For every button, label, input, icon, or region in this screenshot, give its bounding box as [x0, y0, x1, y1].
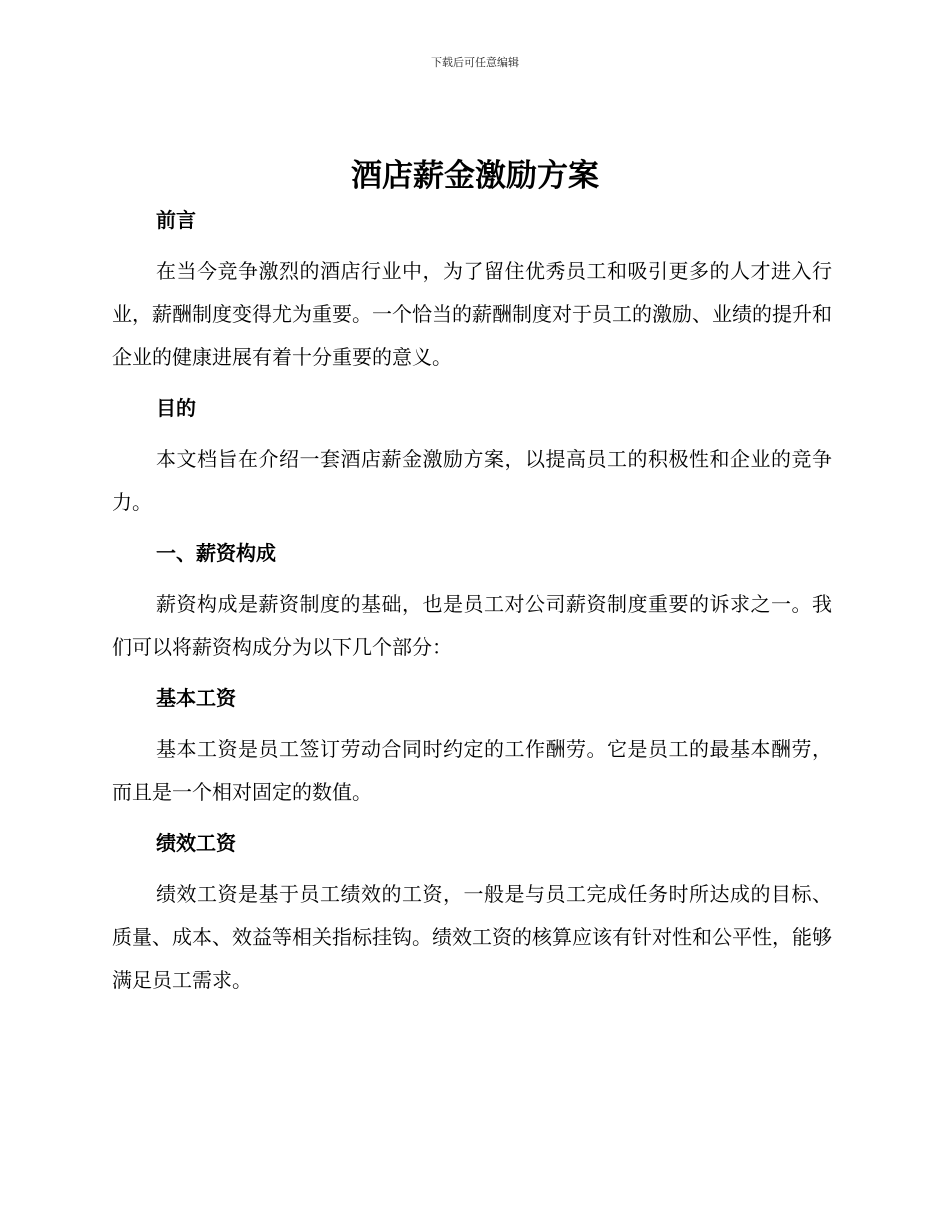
section-heading-performance-salary: 绩效工资: [156, 831, 236, 855]
section-paragraph-performance-salary: 绩效工资是基于员工绩效的工资，一般是与员工完成任务时所达成的目标、质量、成本、效益等相关指标挂钩。绩效工资的核算应该有针对性和公平性，能够满足员工需求。: [112, 882, 832, 992]
section-paragraph-salary-structure: 薪资构成是薪资制度的基础，也是员工对公司薪资制度重要的诉求之一。我们可以将薪资构成分为以下几个部分：: [112, 592, 832, 659]
document-title: 酒店薪金激励方案: [351, 158, 599, 194]
section-heading-base-salary: 基本工资: [156, 686, 236, 710]
section-heading-preface: 前言: [156, 208, 196, 232]
section-heading-purpose: 目的: [156, 396, 196, 420]
section-paragraph-base-salary: 基本工资是员工签订劳动合同时约定的工作酬劳。它是员工的最基本酬劳，而且是一个相对固定的数值。: [112, 737, 832, 804]
header-note: 下载后可任意编辑: [431, 56, 519, 69]
section-paragraph-preface: 在当今竞争激烈的酒店行业中，为了留住优秀员工和吸引更多的人才进入行业，薪酬制度变得尤为重要。一个恰当的薪酬制度对于员工的激励、业绩的提升和企业的健康进展有着十分重要的意义。: [112, 259, 832, 369]
document-body: [112, 200, 832, 1011]
section-paragraph-purpose: 本文档旨在介绍一套酒店薪金激励方案，以提高员工的积极性和企业的竞争力。: [112, 447, 832, 514]
section-heading-salary-structure: 一、薪资构成: [156, 541, 276, 565]
